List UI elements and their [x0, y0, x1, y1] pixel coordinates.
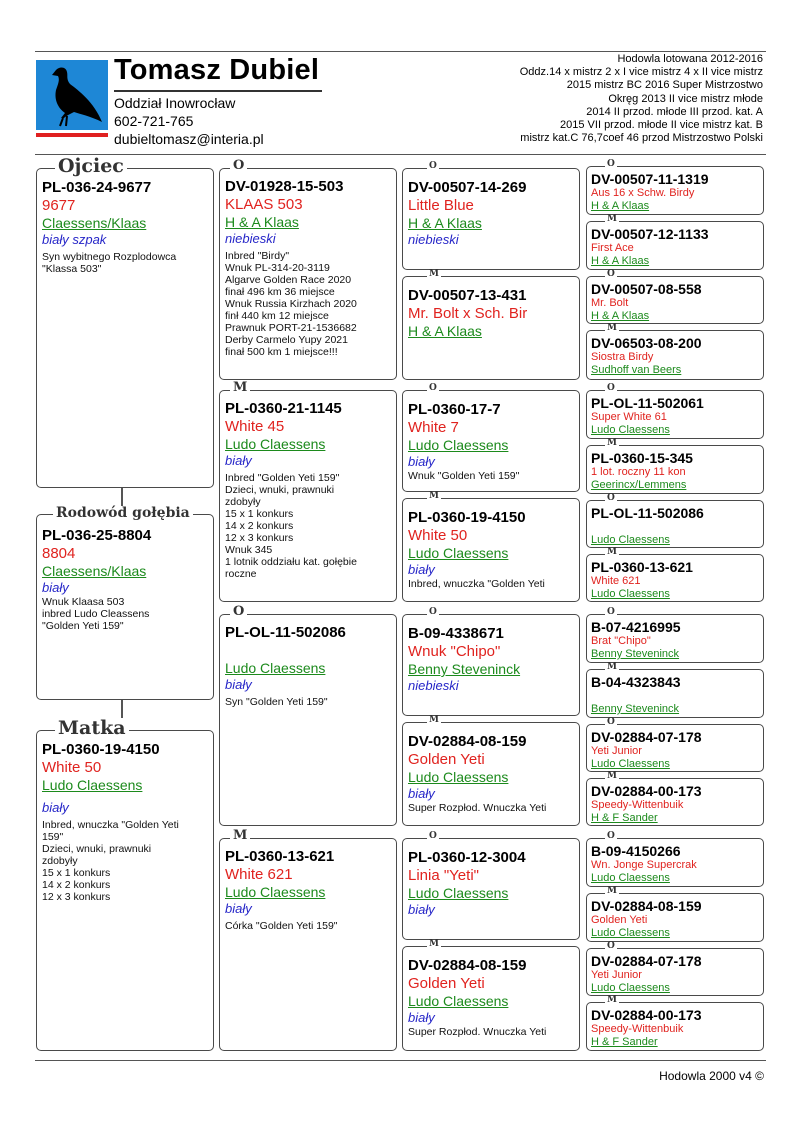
sire-label: O: [607, 941, 615, 951]
breeder-link[interactable]: Benny Steveninck: [408, 661, 521, 677]
bird-notes: Inbred "Golden Yeti 159" Dzieci, wnuki, prawnuki zdobyły 15 x 1 konkurs 14 x 2 konkurs 12 x 3 konkurs Wnuk 345 1 lotnik oddziału kat. gołębie roczne: [225, 472, 357, 580]
sire-label: O: [607, 159, 615, 169]
pedigree-card-gen3[interactable]: [402, 939, 580, 1051]
bird-name: Brat "Chipo": [591, 635, 651, 647]
bird-name: Little Blue: [408, 197, 474, 214]
footer-version: Hodowla 2000 v4 ©: [659, 1069, 764, 1083]
dam-label: M: [607, 995, 617, 1005]
pedigree-card-gen2[interactable]: [219, 158, 397, 380]
pedigree-card-gen3[interactable]: [402, 269, 580, 380]
pedigree-card-gen3[interactable]: [402, 715, 580, 826]
breeder-link[interactable]: Ludo Claessens: [591, 982, 670, 994]
ring-number: PL-0360-12-3004: [408, 849, 526, 866]
dam-label: M: [230, 381, 250, 395]
bird-name: [225, 642, 391, 660]
bird-color: biały: [408, 786, 435, 801]
breeder-link[interactable]: Ludo Claessens: [225, 884, 326, 900]
breeder-link[interactable]: H & A Klaas: [591, 200, 650, 212]
ring-number: B-07-4216995: [591, 619, 681, 635]
pedigree-card-gen3[interactable]: [402, 831, 580, 940]
bird-name: Mr. Bolt: [591, 297, 629, 309]
branch: Oddział Inowrocław: [114, 95, 236, 111]
ring-number: DV-02884-00-173: [591, 783, 702, 799]
breeder-link[interactable]: H & F Sander: [591, 1036, 658, 1048]
ring-number: DV-00507-08-558: [591, 281, 702, 297]
breeder-link[interactable]: Ludo Claessens: [42, 777, 143, 793]
bird-name: Linia "Yeti": [408, 867, 479, 884]
bird-color: biały: [408, 562, 435, 577]
ring-number: PL-0360-13-621: [225, 848, 335, 865]
header-rule: [35, 154, 766, 155]
ring-number: DV-00507-12-1133: [591, 226, 709, 242]
ring-number: DV-02884-08-159: [408, 733, 527, 750]
breeder-link[interactable]: Ludo Claessens: [591, 424, 670, 436]
dam-label: M: [607, 323, 617, 333]
pedigree-card-subject[interactable]: [36, 505, 214, 700]
ring-number: PL-0360-19-4150: [408, 509, 526, 526]
ring-number: PL-0360-13-621: [591, 559, 693, 575]
sire-label: O: [607, 383, 615, 393]
honour-line: Hodowla lotowana 2012-2016: [617, 53, 763, 65]
ring-number: DV-06503-08-200: [591, 335, 702, 351]
breeder-link[interactable]: Benny Steveninck: [591, 703, 680, 715]
ring-number: DV-02884-07-178: [591, 729, 702, 745]
breeder-link[interactable]: Ludo Claessens: [408, 885, 509, 901]
breeder-link[interactable]: H & A Klaas: [225, 214, 299, 230]
bird-name: Wn. Jonge Supercrak: [591, 859, 697, 871]
bird-name: White 621: [225, 866, 293, 883]
pedigree-card-gen3[interactable]: [402, 607, 580, 716]
dam-label: M: [230, 829, 250, 843]
bird-notes: Syn wybitnego Rozplodowca "Klassa 503": [42, 251, 177, 275]
breeder-link[interactable]: H & F Sander: [591, 812, 658, 824]
breeder-link[interactable]: H & A Klaas: [408, 215, 482, 231]
sire-label: O: [607, 493, 615, 503]
bird-color: biały: [408, 1010, 435, 1025]
bird-name: Speedy-Wittenbuik: [591, 799, 684, 811]
pedigree-card-mother[interactable]: [36, 717, 214, 1051]
ring-number: DV-02884-07-178: [591, 953, 702, 969]
breeder-link[interactable]: Claessens/Klaas: [42, 215, 147, 231]
breeder-link[interactable]: Benny Steveninck: [591, 648, 680, 660]
dam-label: M: [607, 771, 617, 781]
pedigree-card-gen4[interactable]: [586, 438, 764, 494]
pedigree-card-gen4[interactable]: [586, 941, 764, 996]
sire-label: O: [607, 717, 615, 727]
bird-notes: Córka "Golden Yeti 159": [225, 920, 338, 932]
honour-line: 2015 VII przod. młode II vice mistrz kat. B: [560, 119, 763, 132]
top-rule: [35, 51, 766, 52]
ring-number: DV-00507-14-269: [408, 179, 527, 196]
dam-label: M: [607, 662, 617, 672]
pedigree-card-father[interactable]: [36, 155, 214, 488]
dam-label: M: [429, 939, 439, 949]
mother-label: Matka: [55, 718, 129, 738]
bird-notes: Inbred, wnuczka "Golden Yeti 159" Dzieci, wnuki, prawnuki zdobyły 15 x 1 konkurs 14 x 2 konkurs 12 x 3 konkurs: [42, 819, 179, 903]
ring-number: PL-OL-11-502086: [591, 505, 704, 521]
breeder-link[interactable]: Claessens/Klaas: [42, 563, 147, 579]
pedigree-card-gen4[interactable]: [586, 383, 764, 439]
pedigree-card-gen4[interactable]: [586, 886, 764, 942]
ring-number: DV-01928-15-503: [225, 178, 344, 195]
pedigree-card-gen4[interactable]: [586, 831, 764, 887]
sire-label: O: [429, 831, 437, 841]
dam-label: M: [429, 491, 439, 501]
honour-line: mistrz kat.C 76,7coef 46 przod Mistrzostwo Polski: [520, 132, 763, 145]
email: dubieltomasz@interia.pl: [114, 131, 264, 147]
bird-name: Mr. Bolt x Sch. Bir: [408, 305, 528, 322]
bird-name: Super White 61: [591, 411, 667, 423]
breeder-link[interactable]: Ludo Claessens: [225, 436, 326, 452]
ring-number: DV-02884-08-159: [591, 898, 702, 914]
bird-color: biały: [225, 901, 252, 916]
ring-number: B-04-4323843: [591, 674, 681, 690]
breeder-link[interactable]: H & A Klaas: [408, 323, 482, 339]
pedigree-card-gen4[interactable]: [586, 547, 764, 602]
owner-underline: [114, 90, 322, 92]
breeder-link[interactable]: Ludo Claessens: [591, 534, 670, 546]
bird-name: Golden Yeti: [591, 914, 648, 926]
breeder-link[interactable]: Ludo Claessens: [408, 437, 509, 453]
bird-notes: Inbred "Birdy" Wnuk PL-314-20-3119 Algarve Golden Race 2020 finał 496 km 36 miejsce Wnuk Russia Kirzhach 2020 finł 440 km 12 miejsce Prawnuk PORT-21-1536682 Derby Carmelo Yupy 2021 finał 500 km 1 miejsce!!!: [225, 250, 357, 358]
ring-number: PL-OL-11-502061: [591, 395, 704, 411]
pedigree-card-gen3[interactable]: [402, 383, 580, 492]
bird-name: 8804: [42, 545, 76, 562]
pedigree-card-gen4[interactable]: [586, 995, 764, 1051]
breeder-link[interactable]: Ludo Claessens: [591, 588, 670, 600]
dam-label: M: [607, 547, 617, 557]
logo-accent-bar: [36, 133, 108, 137]
sire-label: O: [607, 831, 615, 841]
pedigree-card-gen4[interactable]: [586, 607, 764, 663]
pedigree-card-gen4[interactable]: [586, 662, 764, 718]
ring-number: DV-02884-00-173: [591, 1007, 702, 1023]
dam-label: M: [429, 269, 439, 279]
pedigree-card-gen4[interactable]: [586, 269, 764, 324]
bird-name: Speedy-Wittenbuik: [591, 1023, 684, 1035]
bird-name: Golden Yeti: [408, 975, 485, 992]
pigeon-logo: [36, 60, 108, 130]
bird-color: biały: [408, 454, 435, 469]
bird-notes: Syn "Golden Yeti 159": [225, 696, 328, 708]
honours-list: [453, 53, 763, 145]
ring-number: DV-00507-13-431: [408, 287, 527, 304]
bird-color: biały: [225, 677, 252, 692]
breeder-link[interactable]: Sudhoff van Beers: [591, 364, 682, 376]
honour-line: 2014 II przod. młode III przod. kat. A: [586, 105, 763, 118]
pedigree-card-gen2[interactable]: [219, 828, 397, 1051]
breeder-link[interactable]: Ludo Claessens: [591, 758, 670, 770]
sire-label: O: [607, 269, 615, 279]
pedigree-card-gen2[interactable]: [219, 604, 397, 826]
breeder-link[interactable]: H & A Klaas: [591, 310, 650, 322]
bird-name: White 45: [225, 418, 285, 435]
phone: 602-721-765: [114, 113, 194, 129]
sire-label: O: [429, 383, 437, 393]
pedigree-card-gen4[interactable]: [586, 771, 764, 826]
bird-color: biały: [42, 800, 69, 815]
pedigree-card-gen3[interactable]: [402, 491, 580, 602]
bird-notes: Inbred, wnuczka "Golden Yeti: [408, 578, 545, 590]
pedigree-label: Rodowód gołębia: [53, 506, 193, 520]
bird-name: [591, 690, 759, 703]
breeder-link[interactable]: Ludo Claessens: [408, 545, 509, 561]
pedigree-card-gen4[interactable]: [586, 159, 764, 215]
breeder-link[interactable]: Ludo Claessens: [225, 660, 326, 676]
owner-name: Tomasz Dubiel: [114, 54, 320, 86]
sire-label: O: [230, 159, 247, 173]
honour-line: Oddz.14 x mistrz 2 x I vice mistrz 4 x II vice mistrz: [519, 66, 763, 79]
ring-number: DV-00507-11-1319: [591, 171, 709, 187]
sire-label: O: [429, 607, 437, 617]
breeder-link[interactable]: Geerincx/Lemmens: [591, 479, 687, 491]
sire-label: O: [429, 161, 437, 171]
bird-name: White 7: [408, 419, 459, 436]
breeder-link[interactable]: Ludo Claessens: [408, 993, 509, 1009]
bird-color: niebieski: [408, 678, 459, 693]
ring-number: PL-0360-17-7: [408, 401, 501, 418]
bird-color: biały: [225, 453, 252, 468]
bird-color: biały szpak: [42, 232, 107, 247]
sire-label: O: [607, 607, 615, 617]
pedigree-card-gen2[interactable]: [219, 380, 397, 602]
ring-number: PL-036-24-9677: [42, 179, 152, 196]
bird-color: niebieski: [408, 232, 459, 247]
father-label: Ojciec: [55, 156, 127, 176]
breeder-link[interactable]: Ludo Claessens: [591, 927, 670, 939]
bird-name: First Ace: [591, 242, 634, 254]
pedigree-card-gen4[interactable]: [586, 717, 764, 772]
bird-name: Wnuk "Chipo": [408, 643, 501, 660]
bird-name: White 50: [408, 527, 468, 544]
bird-name: 9677: [42, 197, 76, 214]
bird-notes: Super Rozpłod. Wnuczka Yeti: [408, 802, 547, 814]
pedigree-card-gen4[interactable]: [586, 214, 764, 270]
bird-name: White 621: [591, 575, 641, 587]
sire-label: O: [230, 605, 247, 619]
ring-number: PL-OL-11-502086: [225, 624, 346, 641]
bird-color: biały: [42, 580, 69, 595]
pedigree-card-gen4[interactable]: [586, 493, 764, 548]
dam-label: M: [607, 214, 617, 224]
bird-name: 1 lot. roczny 11 kon: [591, 466, 686, 478]
honour-line: Okręg 2013 II vice mistrz młode: [608, 92, 763, 105]
bird-name: Aus 16 x Schw. Birdy: [591, 187, 695, 199]
ring-number: B-09-4338671: [408, 625, 504, 642]
bird-name: Golden Yeti: [408, 751, 485, 768]
ring-number: PL-0360-15-345: [591, 450, 693, 466]
bird-name: KLAAS 503: [225, 196, 303, 213]
bird-name: Yeti Junior: [591, 969, 642, 981]
ring-number: DV-02884-08-159: [408, 957, 527, 974]
breeder-link[interactable]: Ludo Claessens: [408, 769, 509, 785]
bottom-rule: [35, 1060, 766, 1061]
ring-number: PL-036-25-8804: [42, 527, 152, 544]
dam-label: M: [607, 886, 617, 896]
bird-notes: Wnuk Klaasa 503 inbred Ludo Cleassens "Golden Yeti 159": [42, 596, 150, 632]
dam-label: M: [607, 438, 617, 448]
bird-notes: Super Rozpłod. Wnuczka Yeti: [408, 1026, 547, 1038]
bird-name: [591, 521, 759, 534]
breeder-link[interactable]: H & A Klaas: [591, 255, 650, 267]
honour-line: 2015 mistrz BC 2016 Super Mistrzostwo: [566, 79, 763, 92]
ring-number: PL-0360-19-4150: [42, 741, 160, 758]
pigeon-icon: [36, 60, 108, 130]
breeder-link[interactable]: Ludo Claessens: [591, 872, 670, 884]
bird-color: biały: [408, 902, 435, 917]
pedigree-card-gen3[interactable]: [402, 161, 580, 270]
ring-number: PL-0360-21-1145: [225, 400, 342, 417]
dam-label: M: [429, 715, 439, 725]
bird-notes: Wnuk "Golden Yeti 159": [408, 470, 520, 482]
bird-color: niebieski: [225, 231, 276, 246]
bird-name: White 50: [42, 759, 102, 776]
bird-name: Yeti Junior: [591, 745, 642, 757]
pedigree-card-gen4[interactable]: [586, 323, 764, 380]
bird-name: Siostra Birdy: [591, 351, 654, 363]
ring-number: B-09-4150266: [591, 843, 681, 859]
